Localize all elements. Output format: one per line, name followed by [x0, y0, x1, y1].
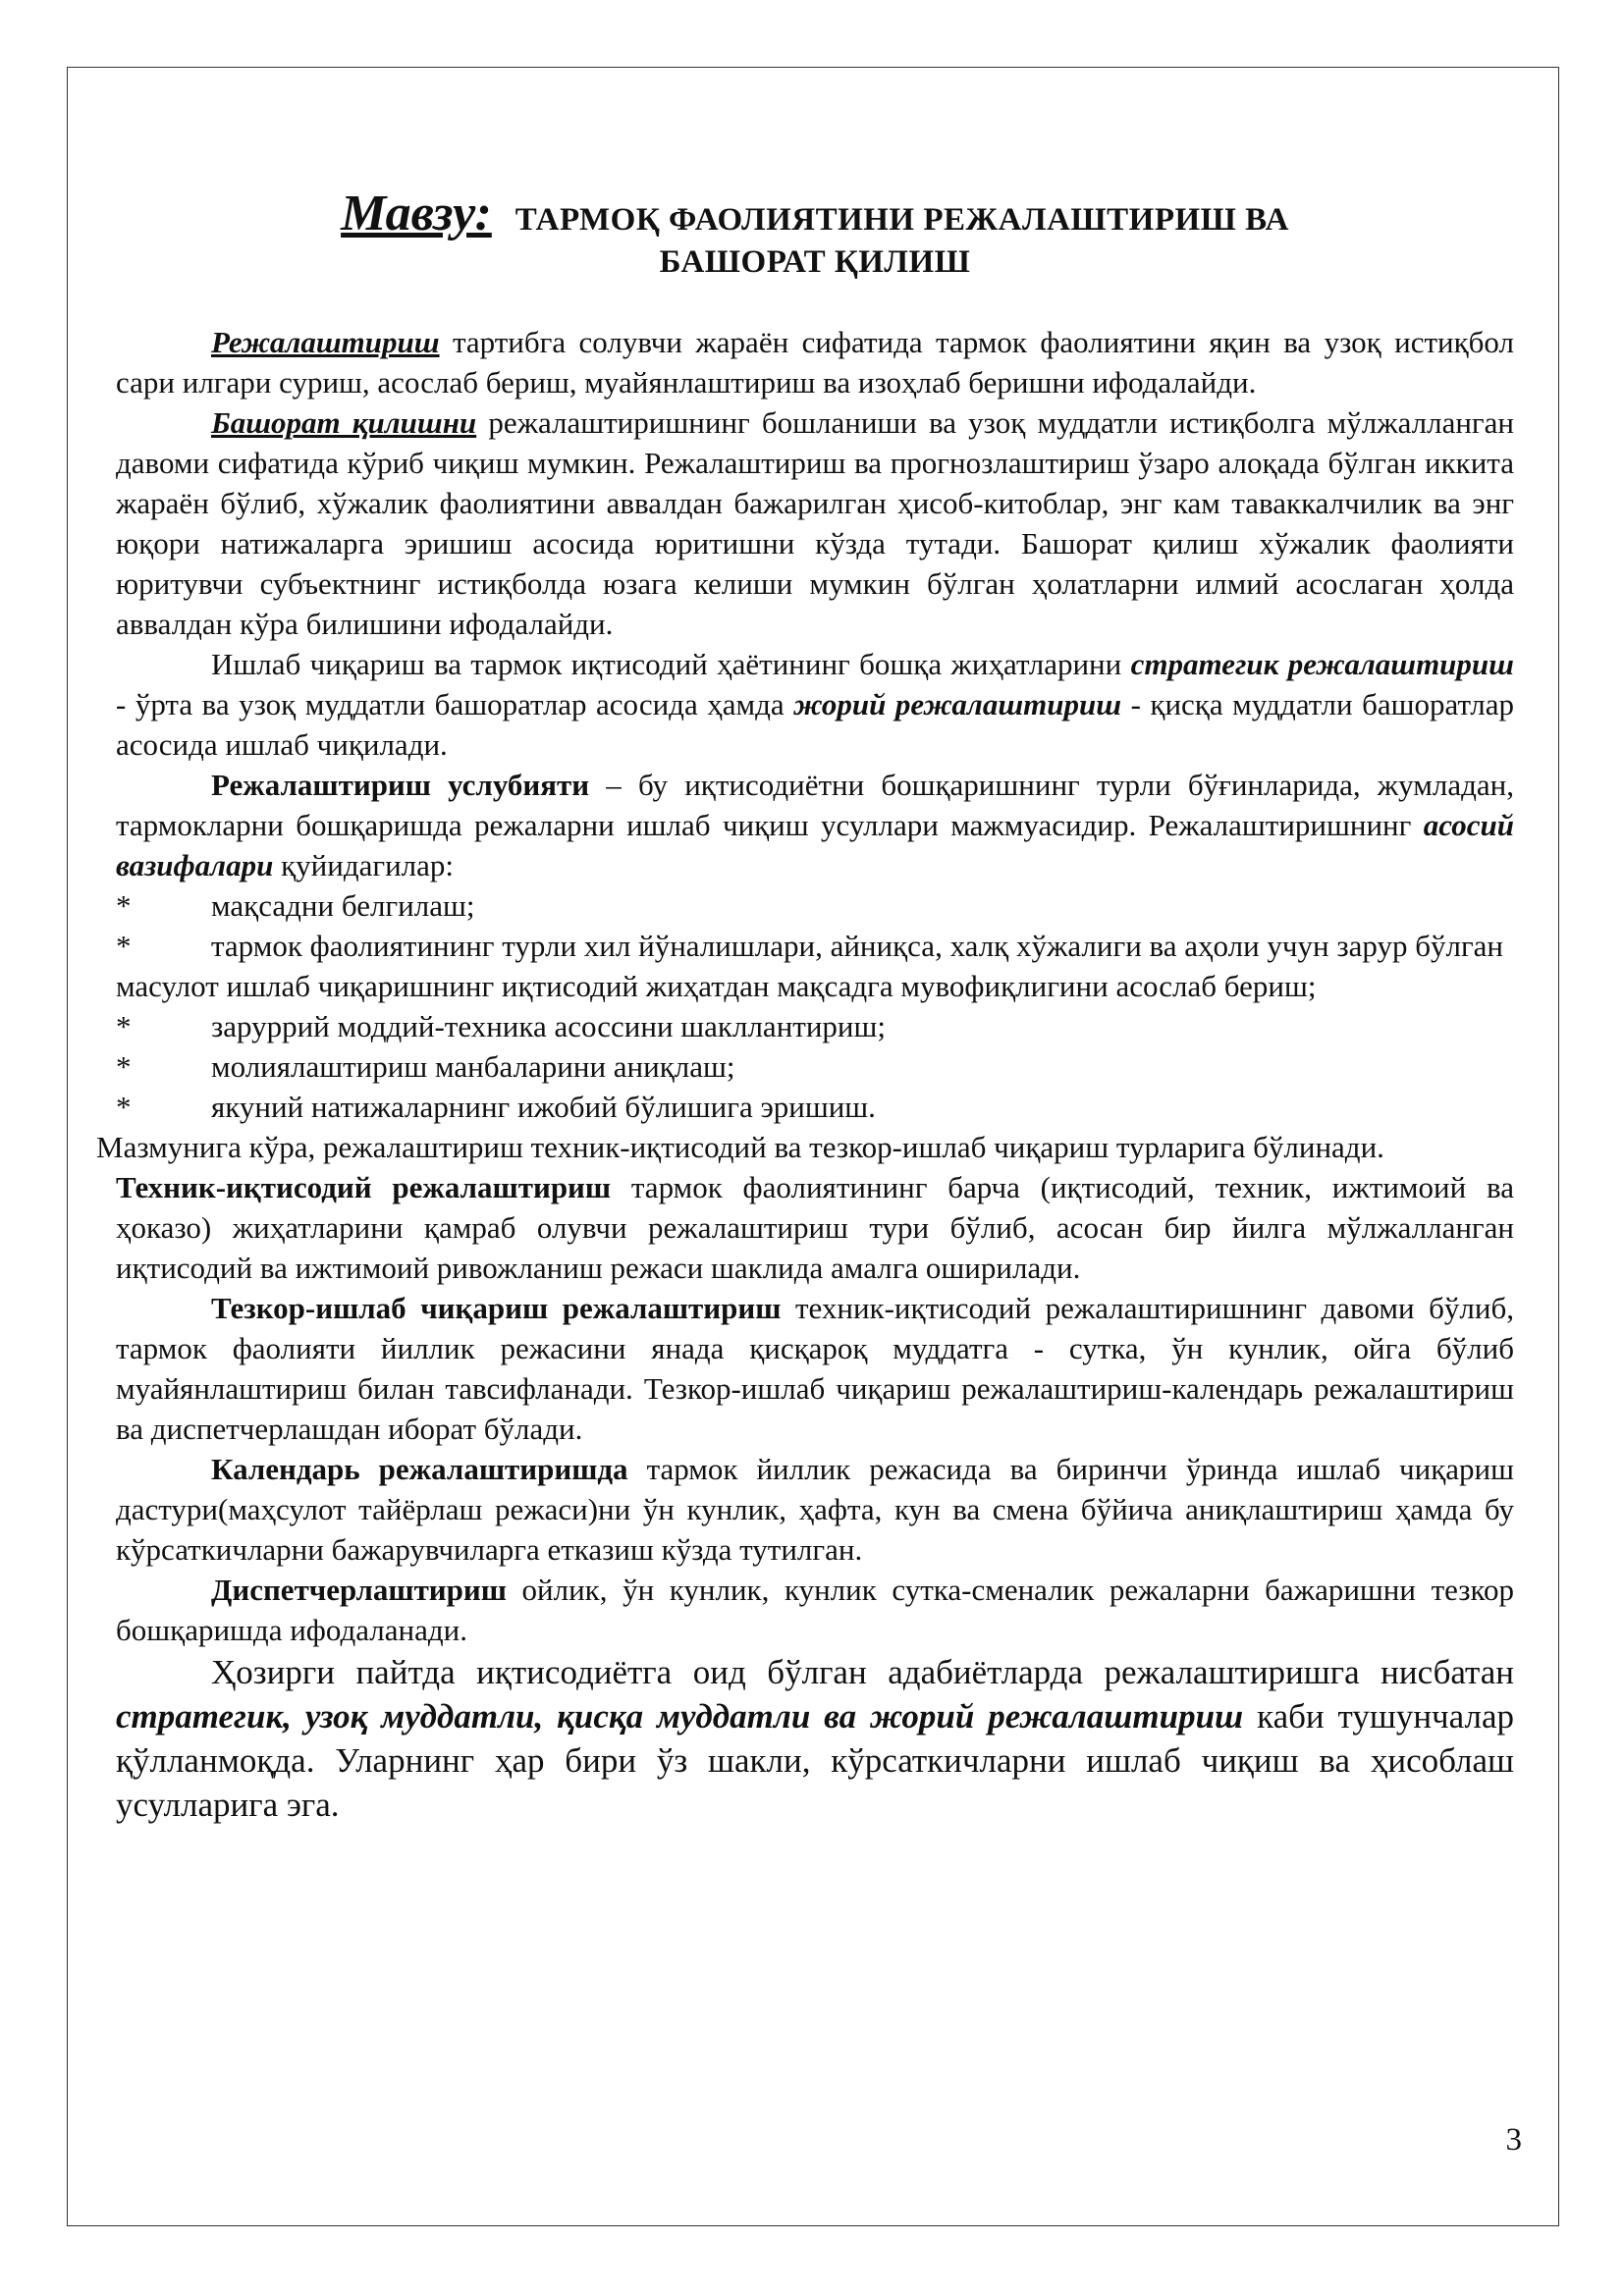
paragraph-text: тартибга солувчи жараён сифатида тармок фаолиятини яқин ва узоқ истиқбол сари илгари суриш, асослаб бериш, муайянлаштириш ва изоҳлаб беришни ифодалайди.	[116, 325, 1514, 400]
list-item-text: мақсадни белгилаш;	[211, 888, 475, 923]
term-main-tasks: асосий вазифалари	[116, 808, 1514, 882]
term-planning-types: стратегик, узоқ муддатли, қисқа муддатли ва жорий режалаштириш	[116, 1697, 1244, 1735]
paragraph-calendar	[116, 1449, 1514, 1570]
list-item	[116, 926, 1514, 1006]
paragraph-text: тармок йиллик режасида ва биринчи ўринда ишлаб чиқариш дастури(маҳсулот тайёрлаш режаси)ни ўн кунлик, ҳафта, кун ва смена бўйича аниқлаштириш ҳамда бу кўрсаткичларни бажарувчиларга етказиш кўзда тутилган.	[116, 1452, 1514, 1567]
list-item-text: заруррий моддий-техника асоссини шакллантириш;	[211, 1009, 886, 1043]
bullet-marker: *	[116, 888, 132, 923]
paragraph-methodology	[116, 765, 1514, 885]
task-list	[116, 885, 1514, 1127]
paragraph-text: - қисқа муддатли башоратлар асосида ишлаб чиқилади.	[116, 687, 1514, 762]
paragraph-text: каби тушунчалар қўлланмоқда. Уларнинг ҳар бири ўз шакли, кўрсаткичларни ишлаб чиқиш ва ҳисоблаш усулларига эга.	[116, 1697, 1514, 1824]
paragraph-forecasting-definition	[116, 402, 1514, 644]
paragraph-technical-economic	[116, 1167, 1514, 1288]
page-number: 3	[1505, 2122, 1522, 2158]
paragraph-classification: Мазмунига кўра, режалаштириш техник-иқтисодий ва тезкор-ишлаб чиқариш турларига бўлинади.	[96, 1130, 1384, 1164]
list-item	[116, 1006, 1514, 1046]
paragraph-text: - ўрта ва узоқ муддатли башоратлар асосида ҳамда	[116, 687, 794, 721]
paragraph-text: ойлик, ўн кунлик, кунлик сутка-сменалик режаларни бажаришни тезкор бошқаришда ифодаланади.	[116, 1573, 1514, 1647]
paragraph-text: Ишлаб чиқариш ва тармок иқтисодий ҳаётининг бошқа жиҳатларини	[211, 647, 1131, 681]
term-methodology: Режалаштириш услубияти	[211, 768, 590, 802]
term-technical-economic: Техник-иқтисодий режалаштириш	[116, 1170, 612, 1204]
paragraph-text: техник-иқтисодий режалаштиришнинг давоми бўлиб, тармок фаолияти йиллик режасини янада қисқароқ муддатга - сутка, ўн кунлик, ойга бўлиб муайянлаштириш билан тавсифланади. Тезкор-ишлаб чиқариш режалаштириш-календарь режалаштириш ва диспетчерлашдан иборат бўлади.	[116, 1291, 1515, 1446]
title-line-1: ТАРМОҚ ФАОЛИЯТИНИ РЕЖАЛАШТИРИШ ВА	[514, 202, 1289, 238]
list-item	[116, 885, 1514, 926]
paragraph-conclusion	[116, 1650, 1514, 1827]
term-dispatching: Диспетчерлаштириш	[211, 1573, 507, 1607]
bullet-marker: *	[116, 1090, 132, 1124]
term-operational: Тезкор-ишлаб чиқариш режалаштириш	[211, 1291, 782, 1325]
page-title	[116, 185, 1514, 281]
title-label: Мавзу:	[341, 186, 492, 241]
paragraph-text: тармок фаолиятининг барча (иқтисодий, техник, ижтимоий ва ҳоказо) жиҳатларини қамраб олувчи режалаштириш тури бўлиб, асосан бир йилга мўлжалланган иқтисодий ва ижтимоий ривожланиш режаси шаклида амалга оширилади.	[116, 1170, 1514, 1285]
title-line-2: БАШОРАТ ҚИЛИШ	[659, 244, 971, 280]
paragraph-strategic-current	[116, 644, 1514, 765]
document-body	[96, 185, 1515, 1827]
paragraph-text: – бу иқтисодиётни бошқаришнинг турли бўғинларида, жумладан, тармокларни бошқаришда режаларни ишлаб чиқиш усуллари мажмуасидир. Режалаштиришнинг	[116, 768, 1514, 842]
list-item-text: молиялаштириш манбаларини аниқлаш;	[211, 1049, 735, 1084]
bullet-marker: *	[116, 929, 132, 963]
paragraph-text: режалаштиришнинг бошланиши ва узоқ муддатли истиқболга мўлжалланган давоми сифатида кўриб чиқиш мумкин. Режалаштириш ва прогнозлаштириш ўзаро алоқада бўлган иккита жараён бўлиб, хўжалик фаолиятини аввалдан бажарилган ҳисоб-китоблар, энг кам таваккалчилик ва энг юқори натижаларга эришиш асосида юритишни кўзда тутади. Башорат қилиш хўжалик фаолияти юритувчи субъектнинг истиқболда юзага келиши мумкин бўлган ҳолатларни илмий асослаган ҳолда аввалдан кўра билишини ифодалайди.	[116, 405, 1515, 641]
list-item	[116, 1087, 1514, 1127]
term-forecasting: Башорат қилишни	[211, 405, 477, 440]
paragraph-text: Ҳозирги пайтда иқтисодиётга оид бўлган адабиётларда режалаштиришга нисбатан	[211, 1653, 1514, 1691]
paragraph-text: қуйидагилар:	[273, 848, 454, 882]
term-current-planning: жорий режалаштириш	[793, 687, 1122, 721]
bullet-marker: *	[116, 1009, 132, 1043]
term-planning: Режалаштириш	[211, 325, 440, 359]
paragraph-operational	[116, 1288, 1514, 1449]
bullet-marker: *	[116, 1049, 132, 1084]
term-strategic-planning: стратегик режалаштириш	[1130, 647, 1514, 681]
paragraph-planning-definition	[116, 322, 1514, 402]
list-item-text: якуний натижаларнинг ижобий бўлишига эришиш.	[211, 1090, 876, 1124]
list-item	[116, 1046, 1514, 1087]
term-calendar: Календарь режалаштиришда	[211, 1452, 628, 1486]
paragraph-dispatching	[116, 1570, 1514, 1650]
list-item-text: тармок фаолиятининг турли хил йўналишлари, айниқса, халқ хўжалиги ва аҳоли учун зарур бўлган масулот ишлаб чиқаришнинг иқтисодий жиҳатдан мақсадга мувофиқлигини асослаб бериш;	[116, 929, 1504, 1003]
